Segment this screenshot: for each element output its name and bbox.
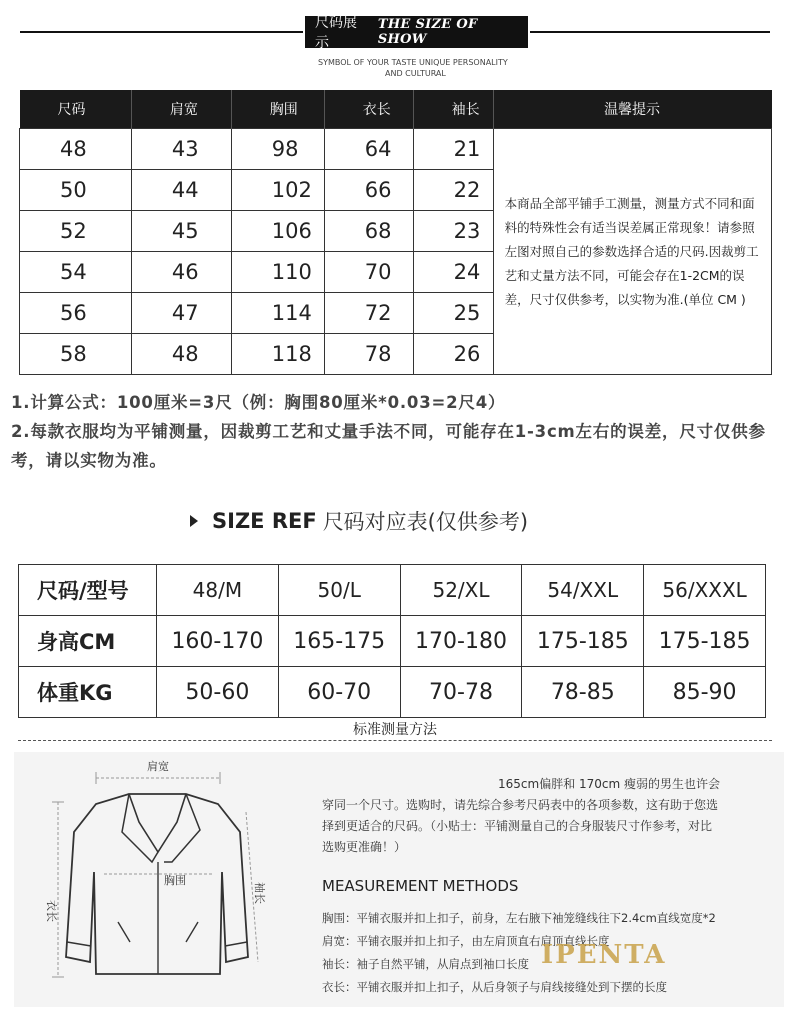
dashed-divider (18, 740, 772, 741)
notes (11, 388, 786, 475)
table-cell: 175-185 (644, 616, 766, 667)
table-cell: 58 (20, 334, 132, 375)
measure-line: 胸围：平铺衣服并扣上扣子，前身，左右腋下袖笼缝线往下2.4cm直线宽度*2 (322, 911, 716, 925)
table-cell: 54/XXL (522, 565, 644, 616)
table-cell: 102 (231, 170, 324, 211)
intro-line: 选购更准确！） (322, 840, 407, 854)
table-cell: 165-175 (278, 616, 400, 667)
header-banner (305, 15, 528, 51)
table-cell: 48 (131, 334, 231, 375)
table-cell: 25 (413, 293, 493, 334)
table-cell: 43 (131, 129, 231, 170)
tip-text: 本商品全部平铺手工测量，测量方式不同和面料的特殊性会有适当误差属正常现象！请参照左图对照自己的参数选择合适的尺码.因裁剪工艺和丈量方法不同，可能会存在1-2CM的误差，尺寸仅供参考，以实物为准.(单位 CM ) (493, 129, 771, 375)
row-header: 身高CM (19, 616, 157, 667)
col-header: 胸围 (231, 90, 324, 129)
size-table (19, 90, 772, 375)
measure-line: 袖长：袖子自然平铺，从肩点到袖口长度 (322, 957, 529, 971)
measure-title: 标准测量方法 (353, 722, 437, 738)
table-cell: 66 (324, 170, 413, 211)
table-cell: 98 (231, 129, 324, 170)
sleeve-label: 袖长 (253, 882, 266, 904)
intro-line: 穿同一个尺寸。选购时，请先综合参考尺码表中的各项参数，这有助于您选 (322, 798, 719, 812)
brand-logo: IPENTA (541, 940, 667, 970)
measure-area (14, 752, 784, 1007)
header-title-cn: 尺码展示 (315, 15, 357, 51)
table-cell: 50 (20, 170, 132, 211)
table-cell: 118 (231, 334, 324, 375)
col-header: 尺码 (20, 90, 132, 129)
row-header: 体重KG (19, 667, 157, 718)
table-cell: 170-180 (400, 616, 522, 667)
length-label: 衣长 (45, 900, 58, 922)
table-cell: 60-70 (278, 667, 400, 718)
note-line: 1.计算公式：100厘米=3尺（例：胸围80厘米*0.03=2尺4） (11, 393, 506, 412)
intro-line: 165cm偏胖和 170cm 瘦弱的男生也许会 (498, 777, 721, 791)
intro-line: 择到更适合的尺码。（小贴士：平铺测量自己的合身服装尺寸作参考，对比 (322, 819, 713, 833)
table-cell: 106 (231, 211, 324, 252)
table-cell: 50-60 (157, 667, 279, 718)
table-row (19, 616, 766, 667)
play-triangle-icon (190, 515, 198, 527)
measure-heading: MEASUREMENT METHODS (322, 877, 519, 895)
table-cell: 175-185 (522, 616, 644, 667)
header-title-en: THE SIZE OF SHOW (377, 17, 478, 47)
header-rule-left (20, 31, 303, 33)
header-subtitle-line2: AND CULTURAL (385, 69, 446, 78)
table-cell: 48 (20, 129, 132, 170)
col-header: 温馨提示 (493, 90, 771, 129)
size-ref-title (190, 506, 528, 536)
table-cell: 46 (131, 252, 231, 293)
col-header: 袖长 (413, 90, 493, 129)
note-line: 2.每款衣服均为平铺测量，因裁剪工艺和丈量手法不同，可能存在1-3cm左右的误差，尺寸仅供参考，请以实物为准。 (11, 422, 766, 470)
table-cell: 160-170 (157, 616, 279, 667)
table-cell: 44 (131, 170, 231, 211)
table-cell: 21 (413, 129, 493, 170)
table-row (20, 129, 772, 170)
table-cell: 26 (413, 334, 493, 375)
table-cell: 78 (324, 334, 413, 375)
size-table-header (20, 90, 772, 129)
col-header: 衣长 (324, 90, 413, 129)
table-cell: 23 (413, 211, 493, 252)
row-header: 尺码/型号 (19, 565, 157, 616)
table-cell: 24 (413, 252, 493, 293)
table-cell: 114 (231, 293, 324, 334)
size-ref-title-cn: 尺码对应表(仅供参考) (322, 510, 529, 534)
table-cell: 48/M (157, 565, 279, 616)
table-cell: 70 (324, 252, 413, 293)
table-cell: 70-78 (400, 667, 522, 718)
table-cell: 50/L (278, 565, 400, 616)
shoulder-label: 肩宽 (147, 760, 169, 773)
table-cell: 78-85 (522, 667, 644, 718)
table-cell: 52 (20, 211, 132, 252)
size-ref-title-en: SIZE REF (212, 509, 317, 533)
table-cell: 45 (131, 211, 231, 252)
table-row (19, 565, 766, 616)
jacket-diagram (34, 752, 274, 1002)
table-cell: 56 (20, 293, 132, 334)
table-cell: 110 (231, 252, 324, 293)
size-ref-table (18, 564, 766, 718)
chest-label: 胸围 (164, 874, 186, 887)
header-subtitle-line1: SYMBOL OF YOUR TASTE UNIQUE PERSONALITY (318, 58, 508, 67)
table-cell: 68 (324, 211, 413, 252)
header-rule-right (530, 31, 770, 33)
table-cell: 56/XXXL (644, 565, 766, 616)
table-row (19, 667, 766, 718)
table-cell: 47 (131, 293, 231, 334)
table-cell: 85-90 (644, 667, 766, 718)
measure-line: 肩宽：平铺衣服并扣上扣子，由左肩顶直右肩顶直线长度 (322, 934, 610, 948)
table-cell: 22 (413, 170, 493, 211)
table-cell: 72 (324, 293, 413, 334)
table-cell: 54 (20, 252, 132, 293)
measure-intro (322, 774, 762, 858)
measure-line: 衣长：平铺衣服并扣上扣子，从后身领子与肩线接缝处到下摆的长度 (322, 980, 667, 994)
col-header: 肩宽 (131, 90, 231, 129)
header-subtitle (318, 57, 528, 79)
table-cell: 64 (324, 129, 413, 170)
table-cell: 52/XL (400, 565, 522, 616)
